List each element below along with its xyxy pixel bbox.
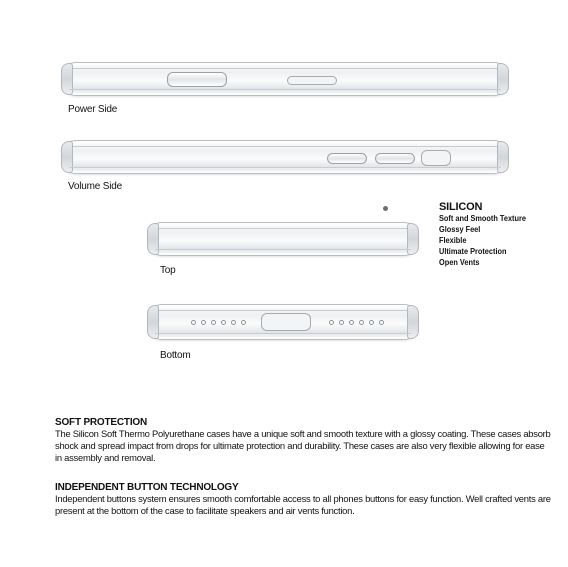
silicon-feature-list [439,213,564,268]
speaker-vent [211,320,216,325]
volume-up-button-cover [327,153,367,164]
section-body: Independent buttons system ensures smooth comfortable access to all phones buttons for easy function. Well crafted vents are present at the bottom of the case to facilitate speakers and air vents function. [55,493,551,516]
power-side-case-image [62,62,508,96]
speaker-vent [231,320,236,325]
case-corner-left [147,305,159,339]
case-corner-right [497,63,509,95]
speaker-vent [339,320,344,325]
section-heading: SOFT PROTECTION [55,417,148,428]
case-corner-left [147,223,159,255]
case-corner-left [61,63,73,95]
silicon-feature: Flexible [439,236,467,245]
section-heading: INDEPENDENT BUTTON TECHNOLOGY [55,482,239,493]
top-case-image [148,222,418,256]
charging-port-cutout [261,313,311,331]
speaker-vent [349,320,354,325]
speaker-vent [369,320,374,325]
silicon-feature: Glossy Feel [439,225,481,234]
top-label: Top [160,265,176,276]
case-corner-right [497,141,509,173]
volume-side-label: Volume Side [68,181,122,192]
volume-side-case-image [62,140,508,174]
speaker-vent [221,320,226,325]
speaker-vent [201,320,206,325]
bottom-case-image [148,304,418,340]
case-corner-left [61,141,73,173]
silicon-feature: Soft and Smooth Texture [439,214,526,223]
speaker-vent [329,320,334,325]
speaker-vent [359,320,364,325]
mute-switch-cutout [421,150,451,166]
case-corner-right [407,305,419,339]
bullet-dot-icon [383,206,388,211]
independent-button-section [55,482,553,517]
silicon-feature: Open Vents [439,258,480,267]
power-button-cover [167,72,227,87]
sim-slot [287,76,337,85]
silicon-feature: Ultimate Protection [439,247,507,256]
bottom-label: Bottom [160,350,191,361]
power-side-label: Power Side [68,104,118,115]
soft-protection-section [55,417,553,464]
silicon-title: SILICON [439,201,483,213]
volume-down-button-cover [375,153,415,164]
case-corner-right [407,223,419,255]
section-body: The Silicon Soft Thermo Polyurethane cases have a unique soft and smooth texture with a glossy coating. These cases absorb shock and spread impact from drops for ultimate protection and durability. These cases are also very flexible allowing for ease in assembly and removal. [55,428,551,463]
speaker-vent [241,320,246,325]
speaker-vent [191,320,196,325]
speaker-vent [379,320,384,325]
